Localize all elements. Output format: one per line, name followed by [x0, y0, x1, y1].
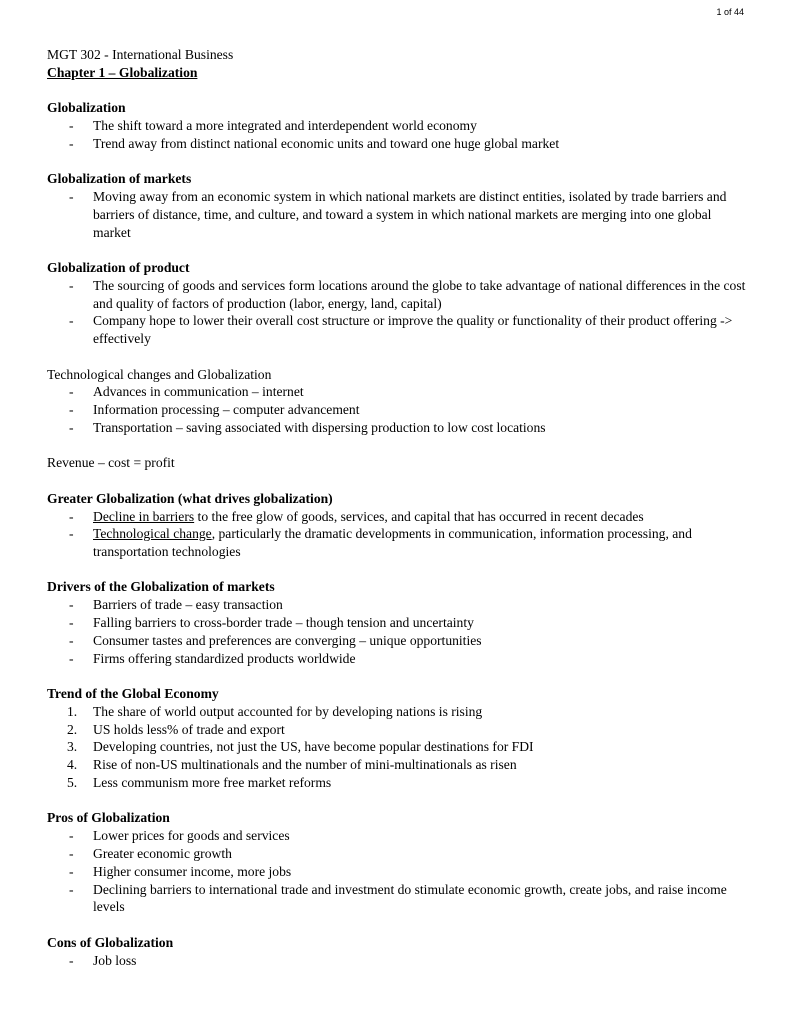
list-item-text: Declining barriers to international trade and investment do stimulate economic growth, create jobs, and raise income levels [93, 881, 727, 915]
list-item-text: Company hope to lower their overall cost structure or improve the quality or functionality of their product offering -> effectively [93, 313, 733, 347]
list-item [47, 596, 747, 614]
list-item [47, 863, 747, 881]
section-heading: Trend of the Global Economy [47, 686, 219, 702]
bullet-dash: - [69, 846, 74, 862]
section-heading: Globalization [47, 100, 126, 116]
section-globalization-of-product [47, 259, 747, 348]
bullet-dash: - [69, 384, 74, 400]
section-heading: Technological changes and Globalization [47, 366, 272, 382]
bullet-list [47, 117, 747, 153]
bullet-dash: - [69, 135, 74, 151]
course-title: MGT 302 - International Business [47, 47, 234, 62]
list-item [47, 881, 747, 917]
list-number: 5. [67, 775, 78, 791]
chapter-title: Chapter 1 – Globalization [47, 64, 198, 80]
list-item-text: Rise of non-US multinationals and the number of mini-multinationals as risen [93, 757, 517, 773]
list-item [47, 703, 747, 721]
bullet-list [47, 596, 747, 667]
section-globalization [47, 99, 747, 152]
sections-group-1 [47, 99, 747, 437]
list-item-text: Advances in communication – internet [93, 384, 304, 400]
bullet-dash: - [69, 863, 74, 879]
list-item [47, 738, 747, 756]
list-item-text: Job loss [93, 952, 137, 968]
list-number: 2. [67, 721, 78, 737]
underlined-term: Decline in barriers [93, 508, 195, 524]
list-item-text: Barriers of trade – easy transaction [93, 597, 283, 613]
underlined-term: Technological change [93, 526, 212, 542]
section-greater-globalization-what-drives-globalization [47, 490, 747, 561]
bullet-dash: - [69, 632, 74, 648]
list-item-text: Falling barriers to cross-border trade – though tension and uncertainty [93, 615, 474, 631]
section-heading: Pros of Globalization [47, 810, 170, 826]
bullet-list [47, 383, 747, 436]
bullet-dash: - [69, 313, 74, 329]
list-item [47, 135, 747, 153]
section-cons-of-globalization [47, 934, 747, 970]
bullet-dash: - [69, 526, 74, 542]
list-item-text: The sourcing of goods and services form locations around the globe to take advantage of national differences in the cost and quality of factors of production (labor, energy, land, capital) [93, 277, 746, 311]
bullet-dash: - [69, 508, 74, 524]
list-item-text: The shift toward a more integrated and interdependent world economy [93, 117, 477, 133]
list-item [47, 525, 747, 561]
list-item-text: The share of world output accounted for by developing nations is rising [93, 703, 483, 719]
list-item [47, 419, 747, 437]
bullet-dash: - [69, 828, 74, 844]
list-item [47, 401, 747, 419]
list-item [47, 312, 747, 348]
bullet-list [47, 277, 747, 348]
list-item [47, 614, 747, 632]
list-item [47, 117, 747, 135]
bullet-dash: - [69, 277, 74, 293]
section-trend-of-the-global-economy [47, 685, 747, 792]
section-heading: Globalization of product [47, 259, 190, 275]
list-item [47, 188, 747, 241]
page-counter: 1 of 44 [716, 7, 744, 17]
list-item [47, 774, 747, 792]
section-heading: Globalization of markets [47, 171, 192, 187]
list-item [47, 632, 747, 650]
sections-group-2 [47, 490, 747, 970]
list-item [47, 277, 747, 313]
list-item-text: Information processing – computer advancement [93, 402, 360, 418]
bullet-dash: - [69, 188, 74, 204]
list-item-text: Trend away from distinct national economic units and toward one huge global market [93, 135, 560, 151]
document-body [47, 46, 747, 969]
list-item-text: to the free glow of goods, services, and capital that has occurred in recent decades [194, 508, 644, 524]
section-heading: Drivers of the Globalization of markets [47, 579, 275, 595]
bullet-list [47, 188, 747, 241]
list-number: 1. [67, 703, 78, 719]
list-item [47, 650, 747, 668]
section-heading: Greater Globalization (what drives globalization) [47, 490, 333, 506]
list-item [47, 383, 747, 401]
section-technological-changes-and-globalization [47, 366, 747, 437]
bullet-dash: - [69, 117, 74, 133]
list-item-text: US holds less% of trade and export [93, 721, 285, 737]
list-item [47, 827, 747, 845]
section-globalization-of-markets [47, 170, 747, 241]
list-item-text: Transportation – saving associated with dispersing production to low cost locations [93, 419, 546, 435]
list-item-text: Lower prices for goods and services [93, 828, 290, 844]
list-item [47, 721, 747, 739]
section-heading: Cons of Globalization [47, 934, 174, 950]
profit-equation: Revenue – cost = profit [47, 455, 175, 471]
bullet-dash: - [69, 597, 74, 613]
list-item-text: Less communism more free market reforms [93, 775, 332, 791]
list-number: 3. [67, 739, 78, 755]
bullet-dash: - [69, 881, 74, 897]
list-item-text: , particularly the dramatic developments in communication, information processing, and transportation technologies [93, 526, 692, 560]
numbered-list [47, 703, 747, 792]
bullet-dash: - [69, 615, 74, 631]
list-item [47, 845, 747, 863]
list-item-text: Greater economic growth [93, 846, 232, 862]
list-item-text: Higher consumer income, more jobs [93, 863, 292, 879]
list-item-text: Developing countries, not just the US, have become popular destinations for FDI [93, 739, 534, 755]
bullet-list [47, 827, 747, 916]
section-pros-of-globalization [47, 809, 747, 916]
list-item-text: Moving away from an economic system in which national markets are distinct entities, isolated by trade barriers and barriers of distance, time, and culture, and toward a system in which national markets are merging into one global market [93, 188, 727, 240]
bullet-list [47, 508, 747, 561]
list-item-text: Firms offering standardized products worldwide [93, 650, 356, 666]
list-number: 4. [67, 757, 78, 773]
list-item [47, 952, 747, 970]
section-drivers-of-the-globalization-of-markets [47, 578, 747, 667]
list-item [47, 756, 747, 774]
bullet-list [47, 952, 747, 970]
bullet-dash: - [69, 650, 74, 666]
bullet-dash: - [69, 952, 74, 968]
list-item-text: Consumer tastes and preferences are converging – unique opportunities [93, 632, 482, 648]
bullet-dash: - [69, 402, 74, 418]
list-item [47, 508, 747, 526]
bullet-dash: - [69, 419, 74, 435]
